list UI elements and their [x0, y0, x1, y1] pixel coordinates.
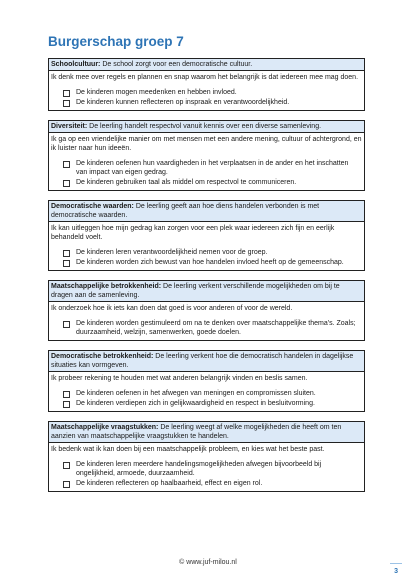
checklist-item: [63, 319, 360, 337]
checkbox[interactable]: [63, 462, 70, 469]
section-header: [49, 59, 364, 71]
checklist-item: [63, 389, 360, 398]
checkbox[interactable]: [63, 321, 70, 328]
checklist-item-text: De kinderen worden gestimuleerd om na te denken over maatschappelijke thema's. Zoals; duurzaamheid, welzijn, samenwerken, goede doelen.: [76, 320, 356, 336]
checklist-item-text: De kinderen oefenen in het afwegen van meningen en compromissen sluiten.: [76, 390, 316, 397]
checkbox[interactable]: [63, 260, 70, 267]
section-header: [49, 121, 364, 133]
checklist-item: [63, 479, 360, 488]
section-heading: Diversiteit:: [51, 123, 88, 130]
section-statement: Ik bedenk wat ik kan doen bij een maatschappelijk probleem, en kies wat het beste past.: [51, 446, 325, 453]
section-description: De leerling geeft aan hoe diens handelen verbonden is met democratische waarden.: [51, 203, 320, 219]
checkbox[interactable]: [63, 161, 70, 168]
section-description: De leerling verkent hoe die democratisch handelen in dagelijkse situaties kan vormgeven.: [51, 353, 354, 369]
section-heading: Democratische betrokkenheid:: [51, 353, 154, 360]
checklist: [49, 383, 364, 411]
checkbox[interactable]: [63, 481, 70, 488]
section-description: De leerling weegt af welke mogelijkheden die heeft om ten aanzien van maatschappelijke vraagstukken te handelen.: [51, 424, 342, 440]
section-democratische-betrokkenheid: [48, 350, 365, 412]
checklist-item-text: De kinderen mogen meedenken en hebben invloed.: [76, 89, 237, 96]
checklist: [49, 313, 364, 340]
checklist: [49, 242, 364, 270]
checklist-item-text: De kinderen worden zich bewust van hoe handelen invloed heeft op de gemeenschap.: [76, 259, 344, 266]
checkbox[interactable]: [63, 401, 70, 408]
section-statement: Ik denk mee over regels en plannen en snap waarom het belangrijk is dat iedereen mee mag doen.: [51, 74, 359, 81]
checklist-item: [63, 178, 360, 187]
section-diversiteit: [48, 120, 365, 191]
section-header: [49, 422, 364, 443]
section-description: De leerling verkent verschillende mogelijkheden om bij te dragen aan de samenleving.: [51, 283, 340, 299]
checklist-item: [63, 399, 360, 408]
checkbox[interactable]: [63, 391, 70, 398]
section-schoolcultuur: [48, 58, 365, 111]
checklist-item: [63, 248, 360, 257]
checklist-item: [63, 159, 360, 177]
checkbox[interactable]: [63, 250, 70, 257]
page-number-rule: [390, 563, 402, 564]
checklist-item: [63, 460, 360, 478]
checklist-item-text: De kinderen reflecteren op haalbaarheid, effect en eigen rol.: [76, 480, 263, 487]
page-title: Burgerschap groep 7: [48, 34, 184, 49]
checklist-item: [63, 258, 360, 267]
section-description: De leerling handelt respectvol vanuit kennis over een diverse samenleving.: [87, 123, 322, 130]
checklist-item-text: De kinderen oefenen hun vaardigheden in het verplaatsen in de ander en het inschatten van impact van eigen gedrag.: [76, 160, 349, 176]
section-heading: Maatschappelijke betrokkenheid:: [51, 283, 162, 290]
section-statement: Ik onderzoek hoe ik iets kan doen dat goed is voor anderen of voor de wereld.: [51, 305, 293, 312]
checklist: [49, 153, 364, 190]
section-header: [49, 201, 364, 222]
section-description: De school zorgt voor een democratische cultuur.: [100, 61, 253, 68]
checklist-item-text: De kinderen kunnen reflecteren op inspraak en verantwoordelijkheid.: [76, 99, 290, 106]
checkbox[interactable]: [63, 100, 70, 107]
page-number: 3: [394, 568, 398, 575]
checklist-item: [63, 98, 360, 107]
checkbox[interactable]: [63, 90, 70, 97]
section-heading: Schoolcultuur:: [51, 61, 101, 68]
checklist-item-text: De kinderen verdiepen zich in gelijkwaardigheid en respect in besluitvorming.: [76, 400, 315, 407]
section-heading: Maatschappelijke vraagstukken:: [51, 424, 159, 431]
checkbox[interactable]: [63, 180, 70, 187]
checklist: [49, 454, 364, 491]
section-maatschappelijke-betrokkenheid: [48, 280, 365, 341]
section-statement: Ik probeer rekening te houden met wat anderen belangrijk vinden en beslis samen.: [51, 375, 308, 382]
checklist-item-text: De kinderen gebruiken taal als middel om respectvol te communiceren.: [76, 179, 297, 186]
section-header: [49, 351, 364, 372]
section-heading: Democratische waarden:: [51, 203, 134, 210]
section-maatschappelijke-vraagstukken: [48, 421, 365, 492]
checklist-item-text: De kinderen leren verantwoordelijkheid nemen voor de groep.: [76, 249, 268, 256]
checklist: [49, 82, 364, 110]
section-list: [48, 58, 365, 501]
section-header: [49, 281, 364, 302]
checklist-item-text: De kinderen leren meerdere handelingsmogelijkheden afwegen bijvoorbeeld bij ongelijkheid, armoede, duurzaamheid.: [76, 461, 322, 477]
section-democratische-waarden: [48, 200, 365, 271]
checklist-item: [63, 88, 360, 97]
section-statement: Ik ga op een vriendelijke manier om met mensen met een andere mening, cultuur of achtergrond, en ik luister naar hun ideeën.: [51, 136, 362, 152]
section-statement: Ik kan uitleggen hoe mijn gedrag kan zorgen voor een plek waar iedereen zich fijn en eerlijk behandeld voelt.: [51, 225, 335, 241]
footer-copyright: © www.juf-milou.nl: [179, 559, 237, 566]
